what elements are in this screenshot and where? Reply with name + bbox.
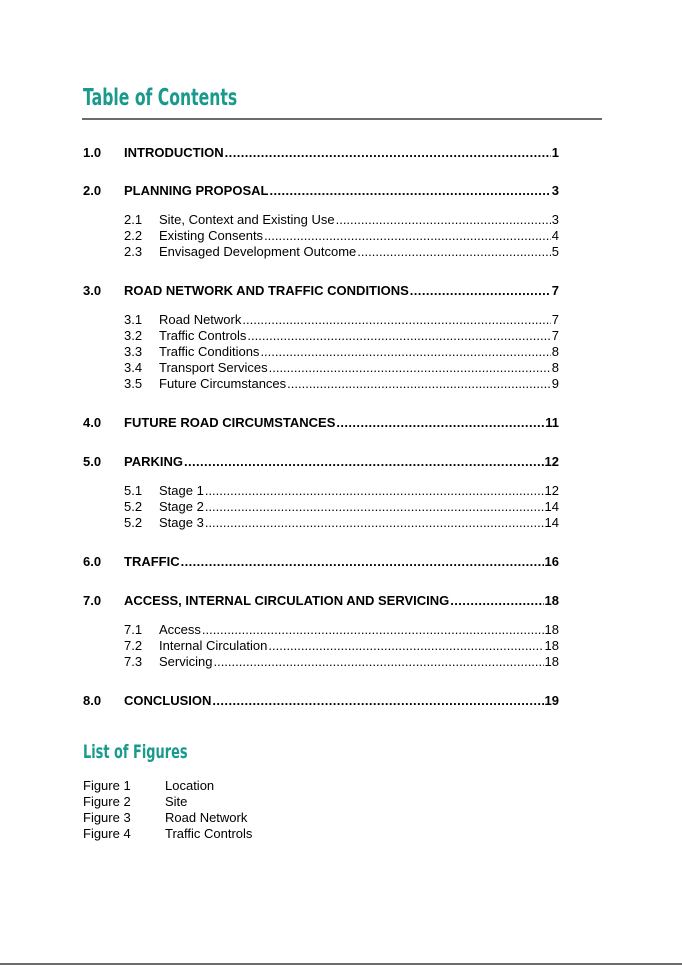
toc-subentry-title: Stage 3 — [159, 515, 204, 530]
toc-subentry-page: 12 — [544, 483, 559, 498]
toc-subentry-title: Future Circumstances — [159, 376, 287, 391]
toc-entry-traffic[interactable] — [83, 554, 559, 570]
toc-subentry-number: 7.2 — [124, 638, 143, 653]
toc-subentry-title: Traffic Controls — [159, 328, 247, 343]
toc-subentry[interactable] — [124, 483, 559, 499]
toc-subentry-page: 7 — [551, 328, 559, 343]
dot-leader — [181, 554, 544, 570]
dot-leader — [269, 183, 550, 199]
toc-subentry-number: 5.2 — [124, 499, 143, 514]
toc-subentry-page: 18 — [544, 654, 559, 669]
dot-leader — [336, 212, 551, 228]
toc-subentry-page: 14 — [544, 515, 559, 530]
toc-subentry-number: 7.3 — [124, 654, 143, 669]
dot-leader — [410, 283, 551, 299]
toc-entry-title: CONCLUSION — [124, 693, 212, 708]
toc-entry-number: 8.0 — [83, 693, 102, 708]
toc-subentry-number: 2.1 — [124, 212, 143, 227]
toc-entry-number: 4.0 — [83, 415, 102, 430]
toc-entry-number: 5.0 — [83, 454, 102, 469]
toc-subentry-page: 14 — [544, 499, 559, 514]
toc-entry-conclusion[interactable] — [83, 693, 559, 709]
toc-subentry-page: 18 — [544, 622, 559, 637]
toc-subentry-title: Road Network — [159, 312, 242, 327]
toc-entry-parking[interactable] — [83, 454, 559, 470]
toc-subentry[interactable] — [124, 312, 559, 328]
toc-subentry-title: Existing Consents — [159, 228, 264, 243]
figure-title: Location — [165, 778, 215, 793]
toc-subentry[interactable] — [124, 622, 559, 638]
toc-entry-title: ACCESS, INTERNAL CIRCULATION AND SERVICING — [124, 593, 450, 608]
toc-entry-number: 2.0 — [83, 183, 102, 198]
toc-subentry-number: 7.1 — [124, 622, 143, 637]
dot-leader — [205, 515, 544, 531]
toc-entry-title: TRAFFIC — [124, 554, 180, 569]
toc-subentry-number: 5.2 — [124, 515, 143, 530]
toc-subentry[interactable] — [124, 654, 559, 670]
toc-entry-title: FUTURE ROAD CIRCUMSTANCES — [124, 415, 336, 430]
toc-entry-page: 1 — [551, 145, 559, 160]
toc-subentry-number: 3.3 — [124, 344, 143, 359]
toc-subentry-page: 18 — [544, 638, 559, 653]
toc-heading: Table of Contents — [83, 85, 238, 111]
figure-entry[interactable] — [83, 810, 247, 826]
toc-subentry-title: Transport Services — [159, 360, 268, 375]
toc-subentry[interactable] — [124, 344, 559, 360]
dot-leader — [202, 622, 544, 638]
dot-leader — [242, 312, 550, 328]
toc-subentry[interactable] — [124, 638, 559, 654]
figure-title: Site — [165, 794, 188, 809]
toc-subentry[interactable] — [124, 376, 559, 392]
toc-subentry-title: Envisaged Development Outcome — [159, 244, 357, 259]
toc-subentry-title: Access — [159, 622, 201, 637]
toc-subentry-title: Internal Circulation — [159, 638, 268, 653]
toc-subentry[interactable] — [124, 360, 559, 376]
toc-entry-page: 19 — [544, 693, 559, 708]
toc-subentry-number: 3.4 — [124, 360, 143, 375]
toc-subentry[interactable] — [124, 228, 559, 244]
toc-entry-number: 7.0 — [83, 593, 102, 608]
toc-entry-title: PARKING — [124, 454, 183, 469]
toc-subentry-title: Stage 2 — [159, 499, 204, 514]
figure-number: Figure 4 — [83, 826, 131, 841]
toc-subentry-title: Stage 1 — [159, 483, 204, 498]
toc-entry-future-road[interactable] — [83, 415, 559, 431]
figure-number: Figure 3 — [83, 810, 131, 825]
toc-subentry-number: 5.1 — [124, 483, 143, 498]
toc-subentry-page: 8 — [551, 360, 559, 375]
toc-subentry-page: 5 — [551, 244, 559, 259]
toc-entry-title: PLANNING PROPOSAL — [124, 183, 269, 198]
toc-subentry-number: 2.2 — [124, 228, 143, 243]
dot-leader — [264, 228, 551, 244]
toc-entry-title: ROAD NETWORK AND TRAFFIC CONDITIONS — [124, 283, 409, 298]
toc-subentry-title: Site, Context and Existing Use — [159, 212, 335, 227]
dot-leader — [269, 360, 551, 376]
toc-subentry-number: 3.2 — [124, 328, 143, 343]
dot-leader — [205, 483, 544, 499]
dot-leader — [247, 328, 550, 344]
toc-subentry-number: 2.3 — [124, 244, 143, 259]
toc-subentry-page: 4 — [551, 228, 559, 243]
dot-leader — [450, 593, 543, 609]
figure-number: Figure 1 — [83, 778, 131, 793]
figure-number: Figure 2 — [83, 794, 131, 809]
toc-subentry-number: 3.1 — [124, 312, 143, 327]
dot-leader — [357, 244, 550, 260]
figure-title: Road Network — [165, 810, 248, 825]
figure-entry[interactable] — [83, 794, 187, 810]
page-bottom-border — [0, 963, 682, 965]
toc-subentry[interactable] — [124, 328, 559, 344]
figure-title: Traffic Controls — [165, 826, 253, 841]
toc-entry-title: INTRODUCTION — [124, 145, 224, 160]
heading-divider — [82, 118, 602, 120]
dot-leader — [225, 145, 551, 161]
toc-entry-page: 3 — [551, 183, 559, 198]
dot-leader — [205, 499, 544, 515]
toc-entry-introduction[interactable] — [83, 145, 559, 161]
dot-leader — [268, 638, 543, 654]
toc-entry-page: 18 — [544, 593, 559, 608]
dot-leader — [212, 693, 543, 709]
toc-subentry[interactable] — [124, 244, 559, 260]
figures-heading: List of Figures — [83, 741, 188, 763]
toc-subentry-page: 3 — [551, 212, 559, 227]
dot-leader — [336, 415, 544, 431]
toc-entry-access[interactable] — [83, 593, 559, 609]
toc-subentry-number: 3.5 — [124, 376, 143, 391]
toc-subentry-page: 7 — [551, 312, 559, 327]
toc-entry-page: 12 — [544, 454, 559, 469]
dot-leader — [260, 344, 550, 360]
figure-entry[interactable] — [83, 826, 252, 842]
toc-entry-number: 6.0 — [83, 554, 102, 569]
toc-subentry[interactable] — [124, 212, 559, 228]
toc-subentry-title: Servicing — [159, 654, 213, 669]
toc-subentry-page: 8 — [551, 344, 559, 359]
toc-entry-page: 7 — [551, 283, 559, 298]
dot-leader — [287, 376, 551, 392]
toc-entry-page: 11 — [545, 415, 559, 430]
toc-entry-number: 1.0 — [83, 145, 102, 160]
dot-leader — [213, 654, 543, 670]
toc-subentry[interactable] — [124, 515, 559, 531]
toc-subentry-page: 9 — [551, 376, 559, 391]
toc-entry-planning-proposal[interactable] — [83, 183, 559, 199]
toc-subentry[interactable] — [124, 499, 559, 515]
dot-leader — [184, 454, 544, 470]
toc-subentry-title: Traffic Conditions — [159, 344, 260, 359]
toc-entry-page: 16 — [544, 554, 559, 569]
figure-entry[interactable] — [83, 778, 214, 794]
toc-entry-number: 3.0 — [83, 283, 102, 298]
toc-entry-road-network[interactable] — [83, 283, 559, 299]
